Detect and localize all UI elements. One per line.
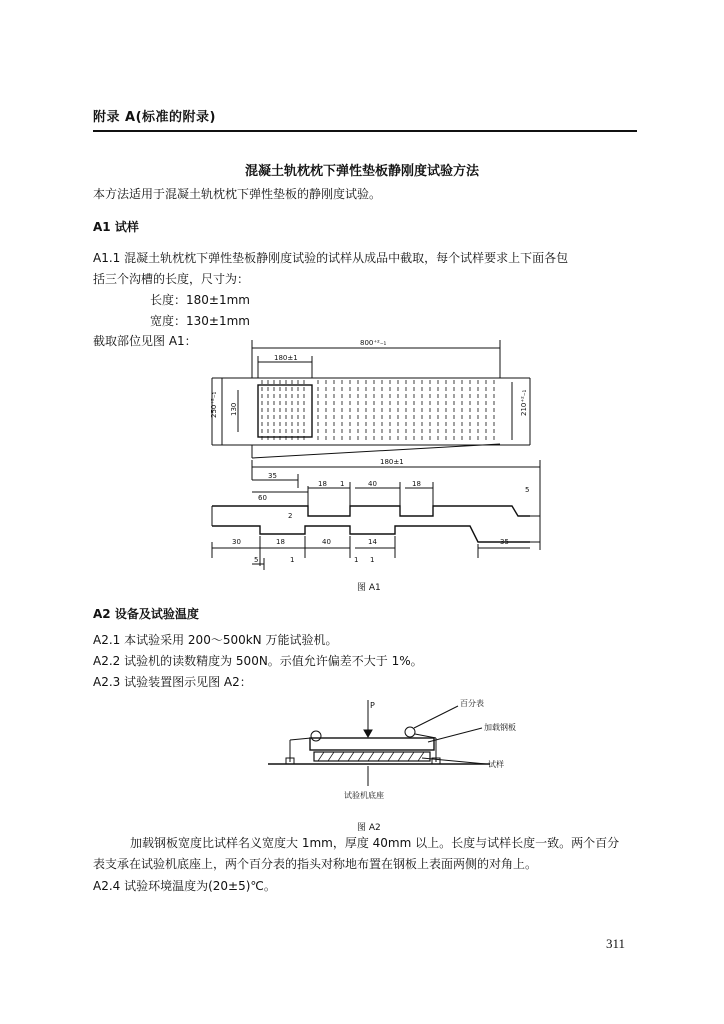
left-gauge (311, 731, 321, 741)
figure-a2-caption: 图 A2 (357, 823, 381, 833)
dim-210: 210⁺²₋₁ (520, 389, 528, 416)
dim-250: 250⁺²₋₁ (210, 391, 218, 418)
dim-800: 800⁺²₋₁ (360, 339, 387, 347)
dim-40-a: 40 (368, 480, 377, 488)
dim-60: 60 (258, 494, 267, 502)
page-number: 311 (606, 936, 626, 951)
label-dial-gauge: 百分表 (460, 699, 484, 708)
section-a2-heading: A2 设备及试验温度 (93, 607, 199, 621)
dim-18-b: 18 (412, 480, 421, 488)
dim-35-bottom: 35 (500, 538, 509, 546)
intro-paragraph: 本方法适用于混凝土轨枕枕下弹性垫板的静刚度试验。 (93, 187, 382, 201)
dim-14: 14 (368, 538, 377, 546)
sample-width: 宽度：130±1mm (150, 314, 250, 328)
dim-35-top: 35 (268, 472, 277, 480)
dim-5: 5 (525, 486, 530, 494)
dim-180-top: 180±1 (274, 354, 298, 362)
dim-40-b: 40 (322, 538, 331, 546)
figure-a2-diagram (260, 690, 540, 810)
dim-18-c: 18 (276, 538, 285, 546)
section-a1-heading: A1 试样 (93, 220, 139, 234)
a1-1-line2: 括三个沟槽的长度，尺寸为： (93, 272, 250, 286)
a2-2: A2.2 试验机的读数精度为 500N。示值允许偏差不大于 1%。 (93, 654, 423, 668)
a2-4: A2.4 试验环境温度为(20±5)℃。 (93, 879, 276, 893)
dim-1-c: 1 (354, 556, 359, 564)
a1-1-line1: A1.1 混凝土轨枕枕下弹性垫板静刚度试验的试样从成品中截取，每个试样要求上下面各包 (93, 251, 569, 265)
dim-1-a: 1 (340, 480, 345, 488)
label-p: P (370, 701, 375, 710)
sample-length: 长度：180±1mm (150, 293, 250, 307)
loading-plate (310, 738, 434, 750)
label-loading-plate: 加载钢板 (484, 723, 516, 732)
a2-1: A2.1 本试验采用 200～500kN 万能试验机。 (93, 633, 338, 647)
label-machine-base: 试验机底座 (344, 791, 384, 800)
page-title: 混凝土轨枕枕下弹性垫板静刚度试验方法 (244, 164, 479, 179)
appendix-header: 附录 A(标准的附录) (93, 110, 216, 125)
dim-130: 130 (230, 402, 238, 416)
groove-hatching (262, 380, 494, 443)
a2-3: A2.3 试验装置图示见图 A2： (93, 675, 252, 689)
dim-2: 2 (288, 512, 293, 520)
label-sample: 试样 (488, 760, 504, 769)
plate-description-line2: 表支承在试验机底座上，两个百分表的指头对称地布置在钢板上表面两侧的对角上。 (93, 857, 538, 871)
figure-a1-caption: 图 A1 (357, 583, 381, 593)
profile-top-edge (212, 506, 530, 516)
dim-5-bottom: 5 (254, 556, 259, 564)
plate-description-line1: 加载钢板宽度比试样名义宽度大 1mm，厚度 40mm 以上。长度与试样长度一致。两个百分 (130, 836, 620, 850)
dim-1-b: 1 (290, 556, 295, 564)
right-gauge (405, 727, 415, 737)
dim-1-d: 1 (370, 556, 375, 564)
dim-18-a: 18 (318, 480, 327, 488)
cut-location-ref: 截取部位见图 A1： (93, 334, 197, 348)
figure-a1-diagram (200, 330, 560, 600)
dim-180-mid: 180±1 (380, 458, 404, 466)
header-rule (93, 130, 637, 132)
dim-30: 30 (232, 538, 241, 546)
